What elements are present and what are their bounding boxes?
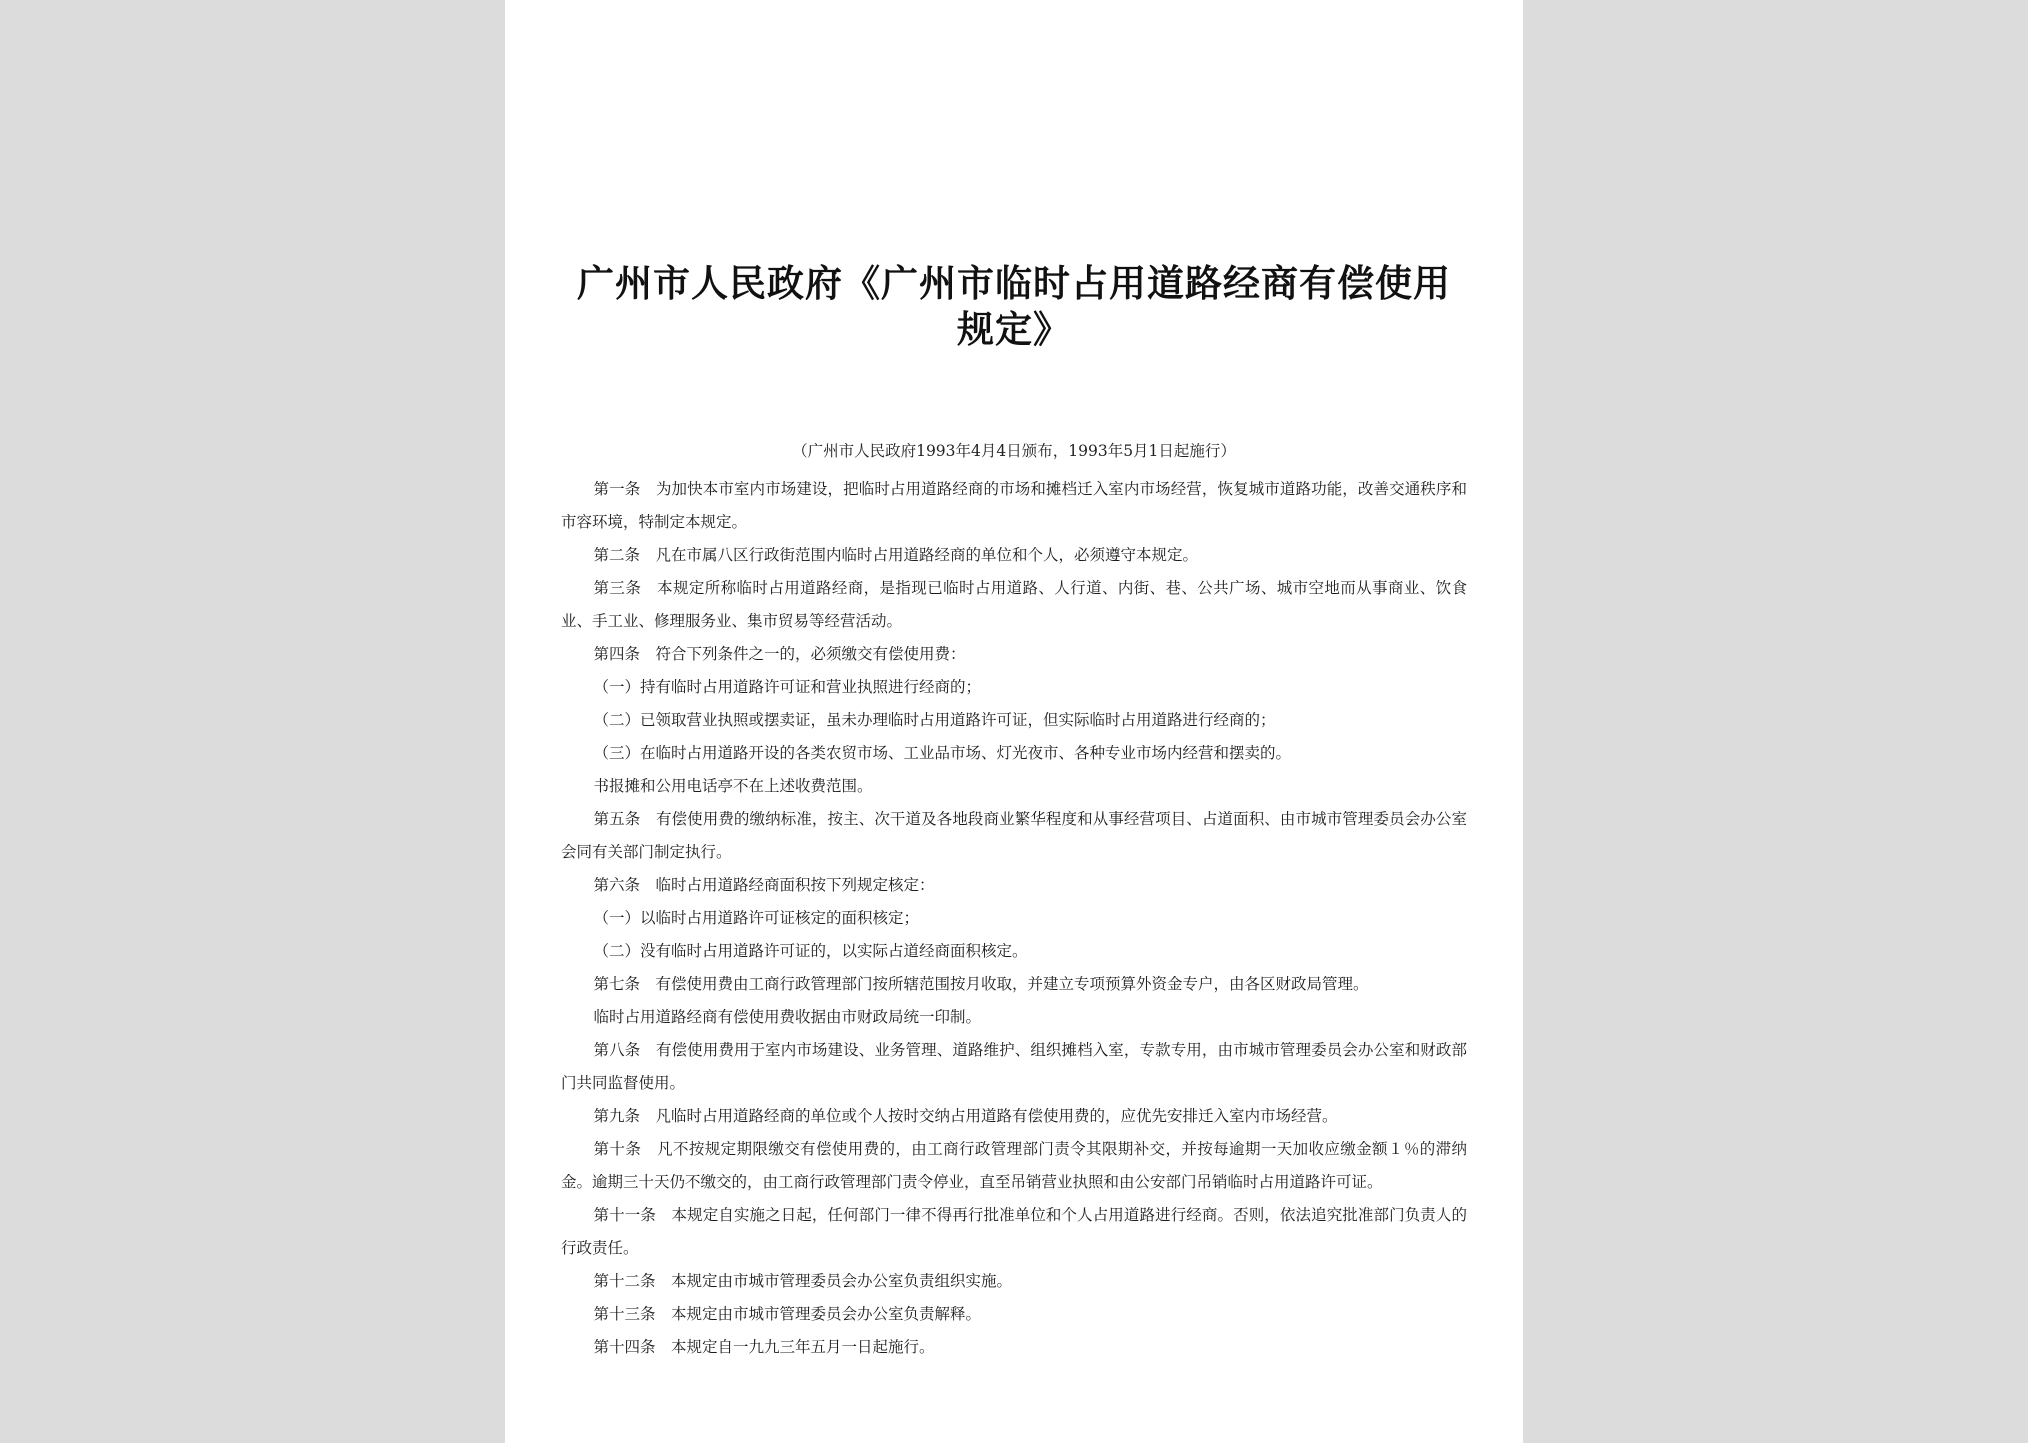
paragraph: 第九条 凡临时占用道路经商的单位或个人按时交纳占用道路有偿使用费的，应优先安排迁入室内市场经营。 bbox=[593, 1107, 1338, 1125]
paragraph: 第二条 凡在市属八区行政街范围内临时占用道路经商的单位和个人，必须遵守本规定。 bbox=[593, 546, 1199, 564]
paragraph: （一）以临时占用道路许可证核定的面积核定； bbox=[593, 909, 920, 927]
paragraph: 第十三条 本规定由市城市管理委员会办公室负责解释。 bbox=[593, 1305, 982, 1323]
document-body bbox=[561, 473, 1467, 1364]
paragraph: 第七条 有偿使用费由工商行政管理部门按所辖范围按月收取，并建立专项预算外资金专户，由各区财政局管理。 bbox=[593, 975, 1369, 993]
paragraph: 第十一条 本规定自实施之日起，任何部门一律不得再行批准单位和个人占用道路进行经商。否则，依法追究批准部门负责人的行政责任。 bbox=[561, 1206, 1467, 1257]
paragraph: 第六条 临时占用道路经商面积按下列规定核定： bbox=[593, 876, 935, 894]
paragraph: 第一条 为加快本市室内市场建设，把临时占用道路经商的市场和摊档迁入室内市场经营，恢复城市道路功能，改善交通秩序和市容环境，特制定本规定。 bbox=[561, 480, 1467, 531]
document-title: 广州市人民政府《广州市临时占用道路经商有偿使用规定》 bbox=[577, 261, 1451, 351]
document-subtitle: （广州市人民政府1993年4月4日颁布，1993年5月1日起施行） bbox=[792, 442, 1236, 460]
paragraph: （二）没有临时占用道路许可证的，以实际占道经商面积核定。 bbox=[593, 942, 1028, 960]
paragraph: 第十二条 本规定由市城市管理委员会办公室负责组织实施。 bbox=[593, 1272, 1013, 1290]
paragraph: （一）持有临时占用道路许可证和营业执照进行经商的； bbox=[593, 678, 982, 696]
paragraph: 第八条 有偿使用费用于室内市场建设、业务管理、道路维护、组织摊档入室，专款专用，由市城市管理委员会办公室和财政部门共同监督使用。 bbox=[561, 1041, 1467, 1092]
paragraph: 临时占用道路经商有偿使用费收据由市财政局统一印制。 bbox=[593, 1008, 982, 1026]
paragraph: 书报摊和公用电话亭不在上述收费范围。 bbox=[593, 777, 873, 795]
paragraph: （三）在临时占用道路开设的各类农贸市场、工业品市场、灯光夜市、各种专业市场内经营和摆卖的。 bbox=[593, 744, 1292, 762]
paragraph: 第十四条 本规定自一九九三年五月一日起施行。 bbox=[593, 1338, 935, 1356]
document-page bbox=[505, 0, 1523, 1443]
paragraph: 第十条 凡不按规定期限缴交有偿使用费的，由工商行政管理部门责令其限期补交，并按每逾期一天加收应缴金额１％的滞纳金。逾期三十天仍不缴交的，由工商行政管理部门责令停业，直至吊销营业执照和由公安部门吊销临时占用道路许可证。 bbox=[561, 1140, 1467, 1191]
paragraph: 第三条 本规定所称临时占用道路经商，是指现已临时占用道路、人行道、内街、巷、公共广场、城市空地而从事商业、饮食业、手工业、修理服务业、集市贸易等经营活动。 bbox=[561, 579, 1467, 630]
paragraph: （二）已领取营业执照或摆卖证，虽未办理临时占用道路许可证，但实际临时占用道路进行经商的； bbox=[593, 711, 1276, 729]
paragraph: 第五条 有偿使用费的缴纳标准，按主、次干道及各地段商业繁华程度和从事经营项目、占道面积、由市城市管理委员会办公室会同有关部门制定执行。 bbox=[561, 810, 1467, 861]
paragraph: 第四条 符合下列条件之一的，必须缴交有偿使用费： bbox=[593, 645, 966, 663]
